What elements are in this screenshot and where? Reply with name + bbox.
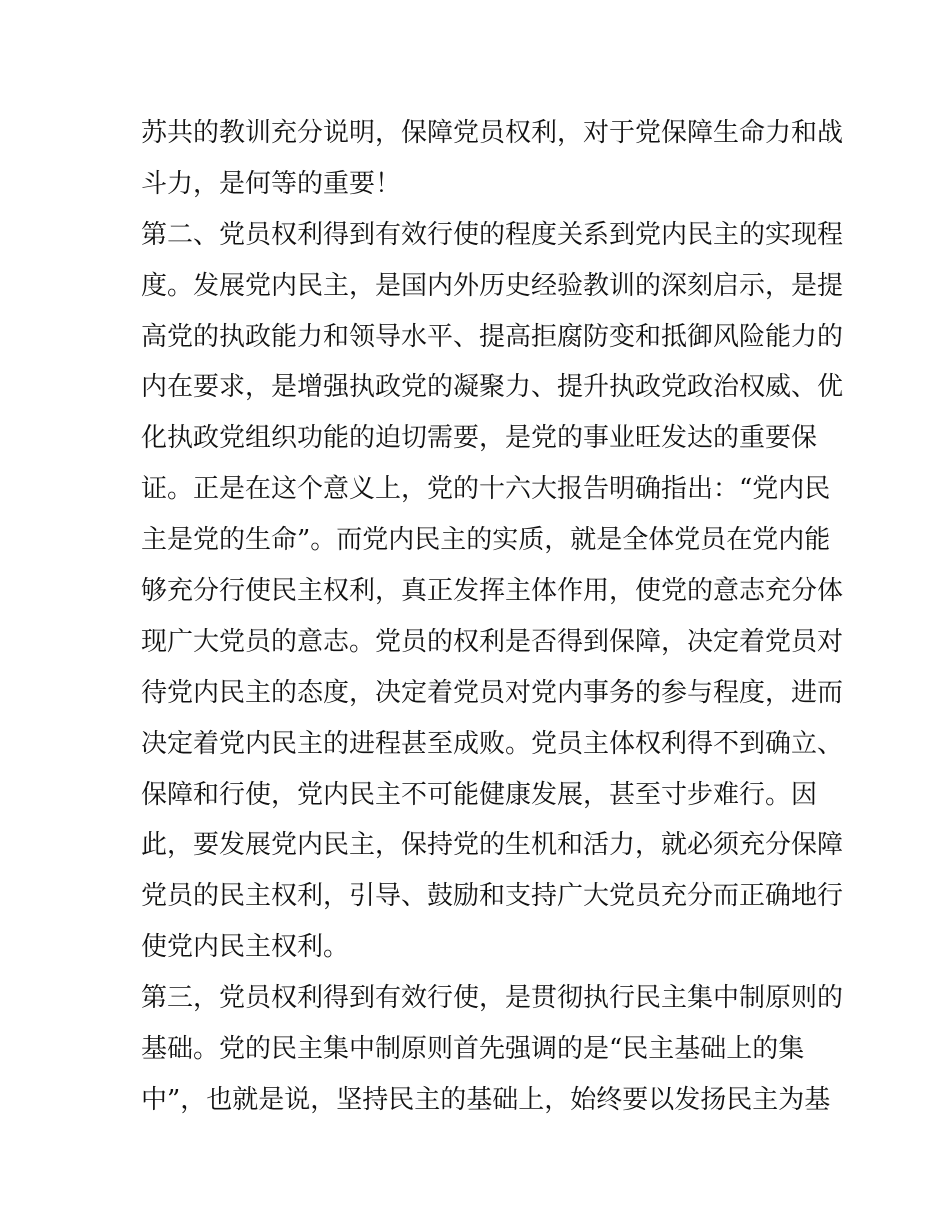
text-line: 度。发展党内民主，是国内外历史经验教训的深刻启示，是提 — [141, 270, 844, 301]
text-line: 第二、党员权利得到有效行使的程度关系到党内民主的实现程 — [141, 219, 844, 250]
text-line: 保障和行使，党内民主不可能健康发展，甚至寸步难行。因 — [141, 779, 818, 810]
text-line: 此，要发展党内民主，保持党的生机和活力，就必须充分保障 — [141, 830, 844, 861]
text-line: 高党的执政能力和领导水平、提高拒腐防变和抵御风险能力的 — [141, 321, 844, 352]
text-line: 党员的民主权利，引导、鼓励和支持广大党员充分而正确地行 — [141, 881, 844, 912]
text-line: 中”，也就是说，坚持民主的基础上，始终要以发扬民主为基 — [141, 1084, 831, 1115]
text-line: 第三，党员权利得到有效行使，是贯彻执行民主集中制原则的 — [141, 983, 844, 1014]
text-line: 苏共的教训充分说明，保障党员权利，对于党保障生命力和战 — [141, 118, 844, 148]
text-line: 主是党的生命”。而党内民主的实质，就是全体党员在党内能 — [141, 525, 831, 556]
text-line: 待党内民主的态度，决定着党员对党内事务的参与程度，进而 — [141, 677, 844, 708]
text-line: 使党内民主权利。 — [141, 932, 350, 963]
text-line: 证。正是在这个意义上，党的十六大报告明确指出：“党内民 — [141, 474, 831, 505]
text-line: 内在要求，是增强执政党的凝聚力、提升执政党政治权威、优 — [141, 372, 844, 403]
text-line: 决定着党内民主的进程甚至成败。党员主体权利得不到确立、 — [141, 728, 844, 759]
document-page — [141, 108, 844, 1126]
text-line: 现广大党员的意志。党员的权利是否得到保障，决定着党员对 — [141, 626, 844, 657]
text-line: 基础。党的民主集中制原则首先强调的是“民主基础上的集 — [141, 1034, 805, 1065]
text-line: 化执政党组织功能的迫切需要，是党的事业旺发达的重要保 — [141, 423, 818, 454]
text-line: 够充分行使民主权利，真正发挥主体作用，使党的意志充分体 — [141, 576, 844, 607]
text-line: 斗力，是何等的重要！ — [141, 168, 402, 199]
